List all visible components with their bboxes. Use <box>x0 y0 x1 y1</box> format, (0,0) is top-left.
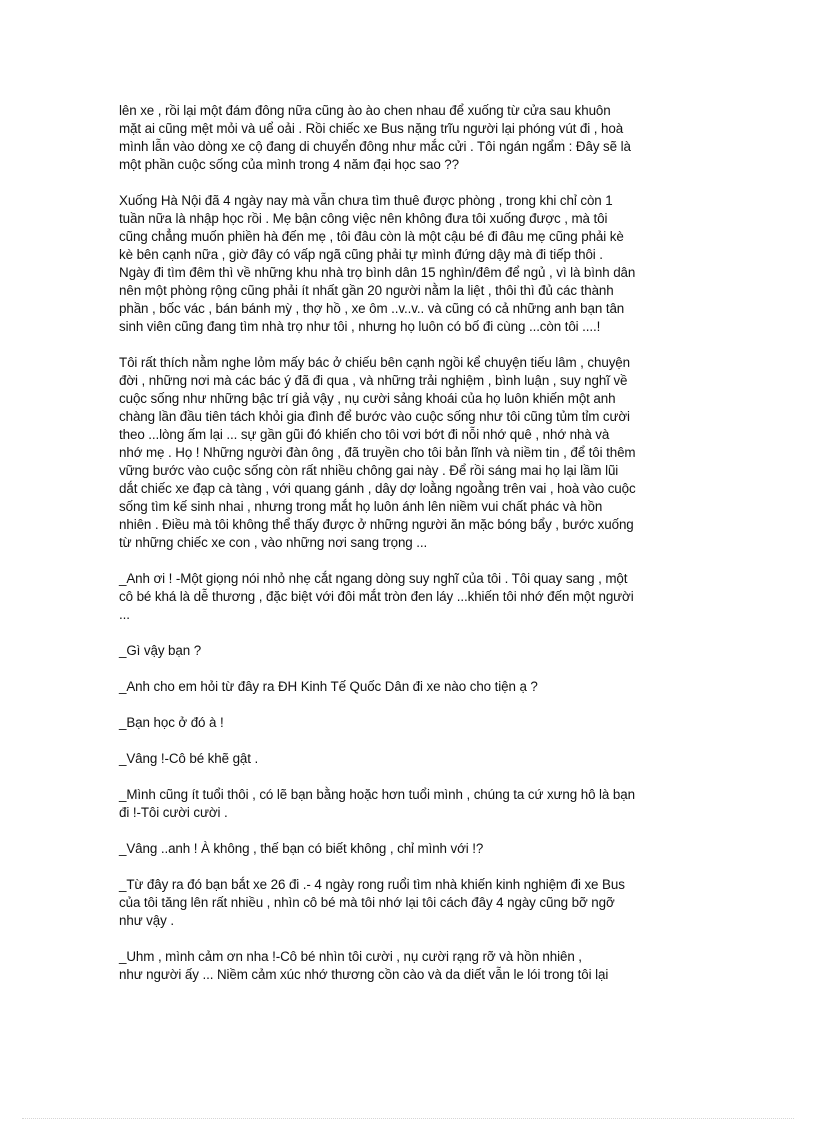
paragraph-4: _Anh ơi ! -Một giọng nói nhỏ nhẹ cắt ngang dòng suy nghĩ của tôi . Tôi quay sang , một cô bé khá là dễ thương , đặc biệt với đôi mắt tròn đen láy ...khiến tôi nhớ đến một người ... <box>119 571 634 622</box>
paragraph-6: _Anh cho em hỏi từ đây ra ĐH Kinh Tế Quốc Dân đi xe nào cho tiện ạ ? <box>119 679 538 694</box>
paragraph-9: _Mình cũng ít tuổi thôi , có lẽ bạn bằng hoặc hơn tuổi mình , chúng ta cứ xưng hô là bạn đi !-Tôi cười cười . <box>119 787 635 820</box>
paragraph-12: _Uhm , mình cảm ơn nha !-Cô bé nhìn tôi cười , nụ cười rạng rỡ và hồn nhiên , như người ấy ... Niềm cảm xúc nhớ thương cồn cào và da diết vẫn le lói trong tôi lại <box>119 949 609 982</box>
paragraph-10: _Vâng ..anh ! À không , thế bạn có biết không , chỉ mình với !? <box>119 841 484 856</box>
document-body <box>119 102 709 1002</box>
paragraph-2: Xuống Hà Nội đã 4 ngày nay mà vẫn chưa tìm thuê được phòng , trong khi chỉ còn 1 tuần nữa là nhập học rồi . Mẹ bận công việc nên không đưa tôi xuống được , mà tôi cũng chẳng muốn phiền hà đến mẹ , tôi đâu còn là một cậu bé đi đâu mẹ cũng phải kè kè bên cạnh nữa , giờ đây có vấp ngã cũng phải tự mình đứng dậy mà đi tiếp thôi . Ngày đi tìm đêm thì về những khu nhà trọ bình dân 15 nghìn/đêm để ngủ , vì là bình dân nên một phòng rộng cũng phải ít nhất gần 20 người nằm la liệt , thôi thì đủ các thành phần , bốc vác , bán bánh mỳ , thợ hồ , xe ôm ..v..v.. và cũng có cả những anh bạn tân sinh viên cũng đang tìm nhà trọ như tôi , nhưng họ luôn có bố đi cùng ...còn tôi ....! <box>119 193 636 334</box>
page-bottom-divider <box>22 1118 794 1119</box>
paragraph-3: Tôi rất thích nằm nghe lỏm mấy bác ở chiếu bên cạnh ngồi kể chuyện tiếu lâm , chuyện đời , những nơi mà các bác ý đã đi qua , và những trải nghiệm , bình luận , suy nghĩ về cuộc sống như những bậc trí giả vậy , nụ cười sảng khoái của họ luôn khiến một anh chàng lần đầu tiên tách khỏi gia đình để bước vào cuộc sống như tôi cũng tủm tỉm cười theo ...lòng ấm lại ... sự gần gũi đó khiến cho tôi vơi bớt đi nỗi nhớ quê , nhớ nhà và nhớ mẹ . Họ ! Những người đàn ông , đã truyền cho tôi bản lĩnh và niềm tin , để tôi thêm vững bước vào cuộc sống còn rất nhiều chông gai này . Để rồi sáng mai họ lại lầm lũi dắt chiếc xe đạp cà tàng , với quang gánh , dây dợ loằng ngoằng trên vai , hoà vào cuộc sống tìm kế sinh nhai , nhưng trong mắt họ luôn ánh lên niềm vui chất phác và hồn nhiên . Điều mà tôi không thể thấy được ở những người ăn mặc bóng bẩy , bước xuống từ những chiếc xe con , vào những nơi sang trọng ... <box>119 355 636 550</box>
paragraph-8: _Vâng !-Cô bé khẽ gật . <box>119 751 259 766</box>
paragraph-7: _Bạn học ở đó à ! <box>119 715 224 730</box>
paragraph-1: lên xe , rồi lại một đám đông nữa cũng ào ào chen nhau để xuống từ cửa sau khuôn mặt ai cũng mệt mỏi và uể oải . Rồi chiếc xe Bus nặng trĩu người lại phóng vút đi , hoà mình lẫn vào dòng xe cộ đang di chuyển đông như mắc cửi . Tôi ngán ngẩm : Đây sẽ là một phần cuộc sống của mình trong 4 năm đại học sao ?? <box>119 103 631 172</box>
paragraph-11: _Từ đây ra đó bạn bắt xe 26 đi .- 4 ngày rong ruổi tìm nhà khiến kinh nghiệm đi xe Bus của tôi tăng lên rất nhiều , nhìn cô bé mà tôi nhớ lại tôi cách đây 4 ngày cũng bỡ ngỡ như vậy . <box>119 877 625 928</box>
paragraph-5: _Gì vậy bạn ? <box>119 643 202 658</box>
